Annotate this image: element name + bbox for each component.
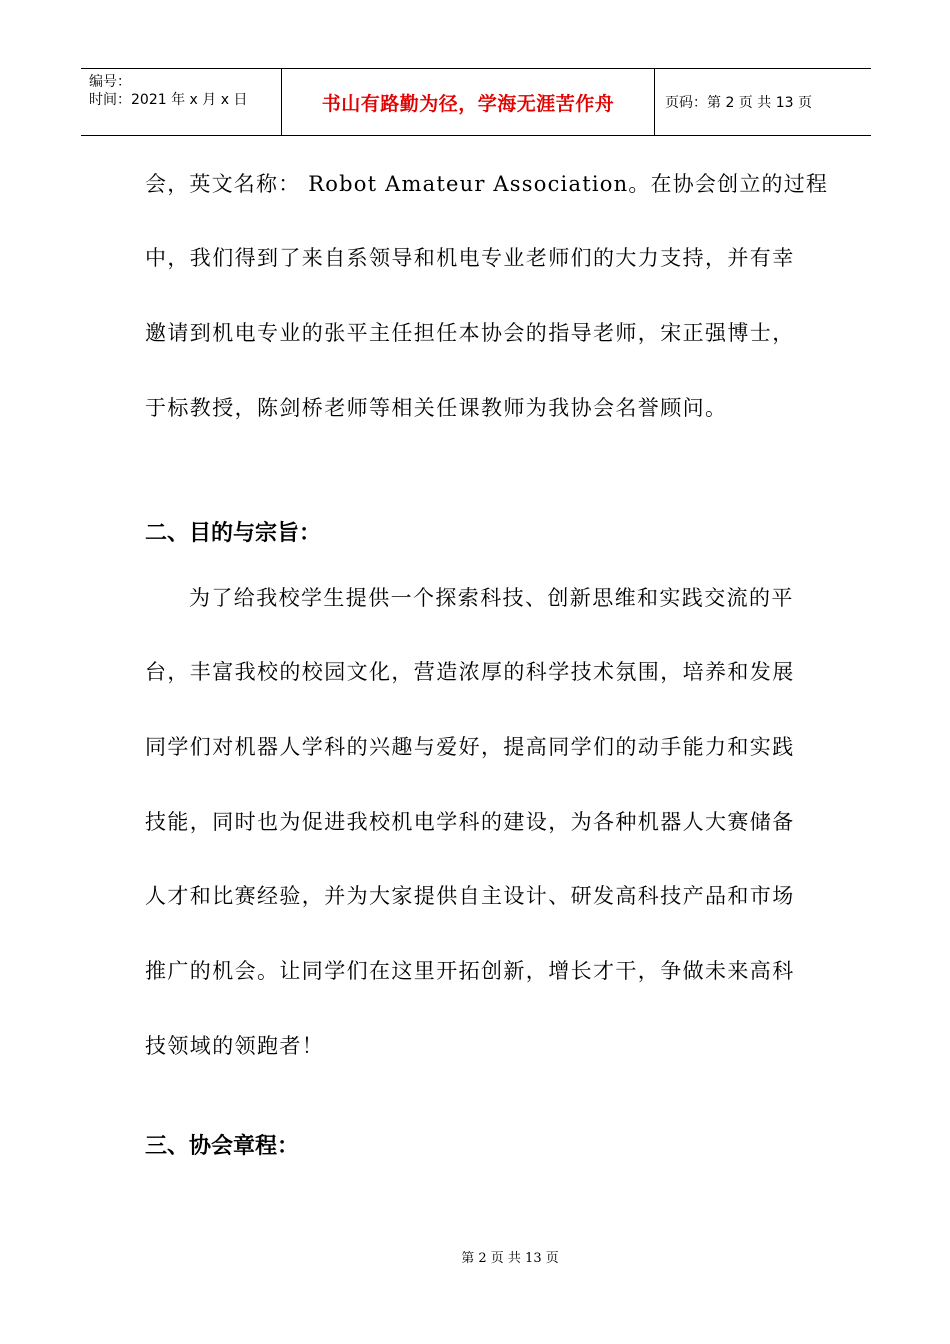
paragraph-line: 会，英文名称： Robot Amateur Association。在协会创立的过程 xyxy=(145,172,829,196)
paragraph-line: 邀请到机电专业的张平主任担任本协会的指导老师，宋正强博士， xyxy=(145,321,795,345)
paragraph-line: 中，我们得到了来自系领导和机电专业老师们的大力支持，并有幸 xyxy=(145,246,795,270)
paragraph-line: 人才和比赛经验，并为大家提供自主设计、研发高科技产品和市场 xyxy=(145,884,795,908)
page-header xyxy=(81,68,871,136)
document-time-label: 时间：2021 年 x 月 x 日 xyxy=(89,92,248,108)
page-footer: 第 2 页 共 13 页 xyxy=(461,1251,559,1266)
paragraph-line: 同学们对机器人学科的兴趣与爱好，提高同学们的动手能力和实践 xyxy=(145,735,795,759)
header-page-info: 页码：第 2 页 共 13 页 xyxy=(665,95,812,111)
paragraph-line: 为了给我校学生提供一个探索科技、创新思维和实践交流的平 xyxy=(189,586,794,610)
header-meta xyxy=(81,69,282,135)
paragraph-line: 技能，同时也为促进我校机电学科的建设，为各种机器人大赛储备 xyxy=(145,810,795,834)
paragraph-line: 台，丰富我校的校园文化，营造浓厚的科学技术氛围，培养和发展 xyxy=(145,660,795,684)
section-heading: 三、协会章程： xyxy=(145,1134,300,1159)
document-number-label: 编号： xyxy=(89,74,131,90)
section-heading: 二、目的与宗旨： xyxy=(145,521,322,546)
paragraph-line: 于标教授，陈剑桥老师等相关任课教师为我协会名誉顾问。 xyxy=(145,396,728,420)
header-motto: 书山有路勤为径，学海无涯苦作舟 xyxy=(282,69,655,135)
paragraph-line: 技领域的领跑者！ xyxy=(145,1034,325,1058)
paragraph-line: 推广的机会。让同学们在这里开拓创新，增长才干，争做未来高科 xyxy=(145,959,795,983)
